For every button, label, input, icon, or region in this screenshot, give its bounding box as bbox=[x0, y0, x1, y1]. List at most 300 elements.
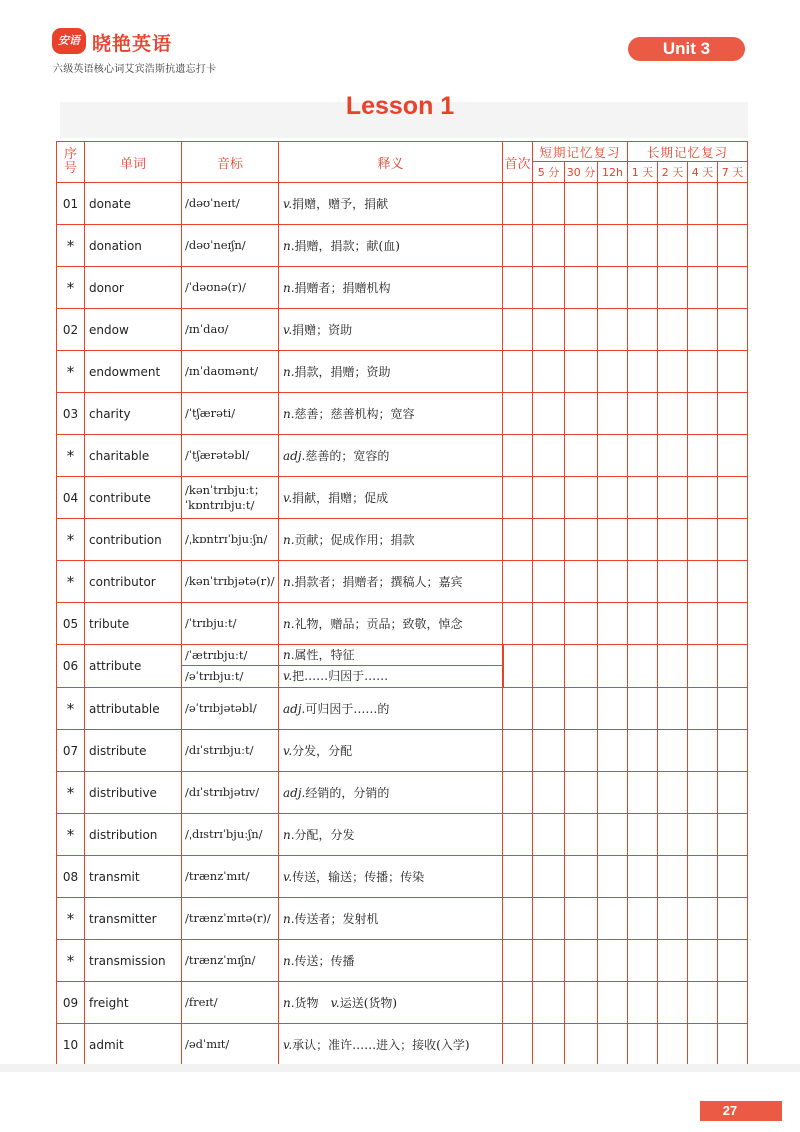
check-4day bbox=[688, 688, 718, 730]
check-7day bbox=[718, 603, 748, 645]
check-4day bbox=[688, 603, 718, 645]
meaning-cell bbox=[279, 730, 503, 772]
check-2day bbox=[658, 309, 688, 351]
check-5min bbox=[533, 1024, 565, 1066]
header-12h: 12h bbox=[598, 162, 628, 183]
phonetic-text: /ədˈmɪt/ bbox=[185, 1037, 230, 1051]
check-2day bbox=[658, 814, 688, 856]
check-30min bbox=[565, 603, 598, 645]
phonetic-cell bbox=[182, 772, 279, 814]
check-12h bbox=[598, 982, 628, 1024]
check-2day bbox=[658, 688, 688, 730]
meaning-text: 属性，特征 bbox=[294, 648, 355, 662]
part-of-speech: n. bbox=[283, 912, 295, 926]
phonetic-noun: /ˈætrɪbjuːt/ bbox=[182, 645, 278, 666]
header-2day: 2 天 bbox=[658, 162, 688, 183]
meaning-cell bbox=[279, 393, 503, 435]
check-2day bbox=[658, 645, 688, 688]
check-7day bbox=[718, 351, 748, 393]
check-12h bbox=[598, 898, 628, 940]
word-cell: charitable bbox=[85, 435, 182, 477]
check-4day bbox=[688, 519, 718, 561]
table-row bbox=[57, 393, 748, 435]
phonetic-text: /dəʊˈneɪt/ bbox=[185, 196, 240, 210]
row-number: 01 bbox=[57, 183, 85, 225]
check-1day bbox=[628, 393, 658, 435]
meaning-text: 慈善的；宽容的 bbox=[305, 449, 390, 463]
phonetic-cell bbox=[182, 982, 279, 1024]
check-30min bbox=[565, 940, 598, 982]
phonetic-text: /dɪˈstrɪbjuːt/ bbox=[185, 743, 254, 757]
meaning-cell bbox=[279, 814, 503, 856]
phonetic-cell bbox=[182, 309, 279, 351]
meaning-cell bbox=[279, 688, 503, 730]
check-first bbox=[503, 309, 533, 351]
phonetic-cell bbox=[182, 477, 279, 519]
row-number: 09 bbox=[57, 982, 85, 1024]
check-2day bbox=[658, 940, 688, 982]
table-row bbox=[57, 519, 748, 561]
phonetic-verb: /əˈtrɪbjuːt/ bbox=[185, 669, 244, 683]
check-2day bbox=[658, 1024, 688, 1066]
check-4day bbox=[688, 982, 718, 1024]
part-of-speech: n. bbox=[283, 828, 295, 842]
check-4day bbox=[688, 225, 718, 267]
check-4day bbox=[688, 267, 718, 309]
word-cell: freight bbox=[85, 982, 182, 1024]
check-7day bbox=[718, 730, 748, 772]
check-30min bbox=[565, 477, 598, 519]
check-5min bbox=[533, 435, 565, 477]
check-first bbox=[503, 477, 533, 519]
meaning-text: 捐赠；资助 bbox=[292, 323, 353, 337]
unit-badge bbox=[628, 37, 745, 61]
check-12h bbox=[598, 561, 628, 603]
check-12h bbox=[598, 688, 628, 730]
part-of-speech: n. bbox=[283, 365, 295, 379]
check-first bbox=[503, 603, 533, 645]
check-first bbox=[503, 519, 533, 561]
check-1day bbox=[628, 183, 658, 225]
check-2day bbox=[658, 603, 688, 645]
check-1day bbox=[628, 814, 658, 856]
table-row bbox=[57, 267, 748, 309]
check-5min bbox=[533, 772, 565, 814]
check-12h bbox=[598, 814, 628, 856]
header-short-term: 短期记忆复习 bbox=[533, 142, 628, 162]
phonetic-text: /ˈtʃærəti/ bbox=[185, 406, 236, 420]
check-2day bbox=[658, 435, 688, 477]
table-row bbox=[57, 814, 748, 856]
check-1day bbox=[628, 645, 658, 688]
check-first bbox=[503, 814, 533, 856]
check-12h bbox=[598, 267, 628, 309]
check-first bbox=[503, 225, 533, 267]
table-row bbox=[57, 982, 748, 1024]
word-cell: attributable bbox=[85, 688, 182, 730]
word-cell: distribution bbox=[85, 814, 182, 856]
word-cell: endow bbox=[85, 309, 182, 351]
check-7day bbox=[718, 477, 748, 519]
phonetic-cell bbox=[182, 940, 279, 982]
part-of-speech: n. bbox=[283, 575, 295, 589]
check-12h bbox=[598, 856, 628, 898]
check-30min bbox=[565, 351, 598, 393]
vocabulary-rows bbox=[57, 183, 748, 1066]
check-4day bbox=[688, 898, 718, 940]
meaning-text: 把……归因于…… bbox=[292, 669, 389, 683]
check-first bbox=[503, 898, 533, 940]
check-4day bbox=[688, 309, 718, 351]
table-row bbox=[57, 225, 748, 267]
table-row bbox=[57, 940, 748, 982]
meaning-text: 分发，分配 bbox=[292, 744, 353, 758]
check-5min bbox=[533, 898, 565, 940]
word-cell: tribute bbox=[85, 603, 182, 645]
meaning-text: 传送，输送；传播；传染 bbox=[292, 870, 425, 884]
derivative-marker: * bbox=[57, 267, 85, 309]
meaning-text: 捐献，捐赠；促成 bbox=[292, 491, 389, 505]
check-5min bbox=[533, 730, 565, 772]
table-row bbox=[57, 898, 748, 940]
phonetic-cell bbox=[182, 603, 279, 645]
check-30min bbox=[565, 730, 598, 772]
check-30min bbox=[565, 183, 598, 225]
check-first bbox=[503, 856, 533, 898]
lesson-title: Lesson 1 bbox=[345, 92, 455, 120]
phonetic-cell bbox=[182, 730, 279, 772]
part-of-speech: n. bbox=[283, 407, 295, 421]
meaning-cell bbox=[279, 267, 503, 309]
meaning-cell bbox=[279, 225, 503, 267]
check-first bbox=[503, 435, 533, 477]
meaning-cell bbox=[279, 856, 503, 898]
table-row bbox=[57, 351, 748, 393]
derivative-marker: * bbox=[57, 351, 85, 393]
check-5min bbox=[533, 982, 565, 1024]
check-4day bbox=[688, 183, 718, 225]
part-of-speech: n. bbox=[283, 281, 295, 295]
check-5min bbox=[533, 688, 565, 730]
row-number: 05 bbox=[57, 603, 85, 645]
check-12h bbox=[598, 393, 628, 435]
meaning-text: 运送(货物) bbox=[339, 996, 398, 1010]
part-of-speech: v. bbox=[283, 323, 293, 337]
check-7day bbox=[718, 772, 748, 814]
table-row bbox=[57, 561, 748, 603]
meaning-text: 捐款，捐赠；资助 bbox=[294, 365, 391, 379]
row-number: 03 bbox=[57, 393, 85, 435]
header-seq-label: 序 号 bbox=[63, 147, 77, 176]
derivative-marker: * bbox=[57, 772, 85, 814]
word-cell: distributive bbox=[85, 772, 182, 814]
check-7day bbox=[718, 393, 748, 435]
check-4day bbox=[688, 856, 718, 898]
check-30min bbox=[565, 772, 598, 814]
check-2day bbox=[658, 982, 688, 1024]
check-5min bbox=[533, 309, 565, 351]
page-number-bar bbox=[700, 1101, 782, 1121]
part-of-speech: v. bbox=[283, 669, 293, 683]
word-cell: transmission bbox=[85, 940, 182, 982]
phonetic-text: /ɪnˈdaʊmənt/ bbox=[185, 364, 259, 378]
page-number: 27 bbox=[722, 1103, 738, 1118]
check-7day bbox=[718, 645, 748, 688]
check-1day bbox=[628, 603, 658, 645]
header-meaning: 释义 bbox=[279, 142, 503, 183]
check-2day bbox=[658, 183, 688, 225]
part-of-speech: n. bbox=[283, 533, 295, 547]
header-first: 首次 bbox=[503, 142, 533, 183]
check-2day bbox=[658, 393, 688, 435]
meaning-cell bbox=[279, 898, 503, 940]
phonetic-cell bbox=[182, 435, 279, 477]
header-7day: 7 天 bbox=[718, 162, 748, 183]
logo-badge-icon bbox=[52, 28, 86, 54]
word-cell: contribution bbox=[85, 519, 182, 561]
check-1day bbox=[628, 309, 658, 351]
phonetic-text: /kənˈtrɪbjətə(r)/ bbox=[185, 574, 275, 588]
check-2day bbox=[658, 225, 688, 267]
phonetic-text: /dəʊˈneɪʃn/ bbox=[185, 238, 246, 252]
check-4day bbox=[688, 772, 718, 814]
check-7day bbox=[718, 519, 748, 561]
meaning-cell bbox=[279, 309, 503, 351]
check-1day bbox=[628, 351, 658, 393]
check-12h bbox=[598, 1024, 628, 1066]
phonetic-cell bbox=[182, 645, 279, 688]
check-1day bbox=[628, 1024, 658, 1066]
check-4day bbox=[688, 393, 718, 435]
check-7day bbox=[718, 309, 748, 351]
publisher-logo bbox=[52, 28, 272, 76]
check-30min bbox=[565, 267, 598, 309]
part-of-speech: adj. bbox=[283, 786, 306, 800]
header-word: 单词 bbox=[85, 142, 182, 183]
table-row bbox=[57, 772, 748, 814]
check-7day bbox=[718, 898, 748, 940]
row-number: 10 bbox=[57, 1024, 85, 1066]
check-7day bbox=[718, 940, 748, 982]
check-first bbox=[503, 351, 533, 393]
phonetic-text: /ɪnˈdaʊ/ bbox=[185, 322, 229, 336]
check-4day bbox=[688, 730, 718, 772]
check-4day bbox=[688, 351, 718, 393]
part-of-speech: v. bbox=[283, 1038, 293, 1052]
check-1day bbox=[628, 688, 658, 730]
check-first bbox=[503, 267, 533, 309]
part-of-speech: v. bbox=[330, 996, 340, 1010]
derivative-marker: * bbox=[57, 225, 85, 267]
footer-band bbox=[0, 1064, 800, 1072]
check-12h bbox=[598, 940, 628, 982]
check-12h bbox=[598, 730, 628, 772]
check-30min bbox=[565, 688, 598, 730]
check-1day bbox=[628, 856, 658, 898]
meaning-text: 慈善；慈善机构；宽容 bbox=[294, 407, 415, 421]
check-1day bbox=[628, 982, 658, 1024]
phonetic-text: /ˌdɪstrɪˈbjuːʃn/ bbox=[185, 827, 263, 841]
phonetic-text: /ˈdəʊnə(r)/ bbox=[185, 280, 246, 294]
word-cell: contribute bbox=[85, 477, 182, 519]
word-cell: donor bbox=[85, 267, 182, 309]
derivative-marker: * bbox=[57, 519, 85, 561]
check-5min bbox=[533, 940, 565, 982]
check-12h bbox=[598, 183, 628, 225]
row-number: 07 bbox=[57, 730, 85, 772]
check-5min bbox=[533, 561, 565, 603]
vocabulary-table bbox=[56, 141, 748, 1066]
part-of-speech: adj. bbox=[283, 449, 306, 463]
row-number: 04 bbox=[57, 477, 85, 519]
phonetic-text: /trænzˈmɪtə(r)/ bbox=[185, 911, 271, 925]
part-of-speech: n. bbox=[283, 954, 295, 968]
brand-name: 晓艳英语 bbox=[92, 33, 173, 55]
phonetic-text: /ˈtrɪbjuːt/ bbox=[185, 616, 237, 630]
check-4day bbox=[688, 940, 718, 982]
meaning-text: 捐赠者；捐赠机构 bbox=[294, 281, 391, 295]
table-row bbox=[57, 688, 748, 730]
phonetic-cell bbox=[182, 267, 279, 309]
word-cell: admit bbox=[85, 1024, 182, 1066]
row-number: 02 bbox=[57, 309, 85, 351]
check-30min bbox=[565, 561, 598, 603]
header-5min: 5 分 bbox=[533, 162, 565, 183]
check-30min bbox=[565, 856, 598, 898]
header-4day: 4 天 bbox=[688, 162, 718, 183]
check-first bbox=[503, 561, 533, 603]
meaning-cell bbox=[279, 351, 503, 393]
meaning-cell bbox=[279, 477, 503, 519]
meaning-spacer bbox=[319, 996, 331, 1010]
meaning-text: 捐款者；捐赠者；撰稿人；嘉宾 bbox=[294, 575, 463, 589]
check-7day bbox=[718, 856, 748, 898]
check-7day bbox=[718, 225, 748, 267]
check-5min bbox=[533, 267, 565, 309]
derivative-marker: * bbox=[57, 561, 85, 603]
meaning-cell bbox=[279, 982, 503, 1024]
check-30min bbox=[565, 1024, 598, 1066]
part-of-speech: n. bbox=[283, 648, 295, 662]
check-first bbox=[503, 1024, 533, 1066]
word-cell: endowment bbox=[85, 351, 182, 393]
check-1day bbox=[628, 519, 658, 561]
phonetic-text: /freɪt/ bbox=[185, 995, 218, 1009]
word-cell: distribute bbox=[85, 730, 182, 772]
logo-badge-text: 安语 bbox=[58, 34, 80, 47]
table-row bbox=[57, 1024, 748, 1066]
book-subtitle: 六级英语核心词艾宾浩斯抗遗忘打卡 bbox=[53, 64, 217, 75]
meaning-text: 分配，分发 bbox=[294, 828, 355, 842]
derivative-marker: * bbox=[57, 898, 85, 940]
check-1day bbox=[628, 561, 658, 603]
meaning-cell bbox=[279, 435, 503, 477]
check-30min bbox=[565, 435, 598, 477]
check-12h bbox=[598, 435, 628, 477]
check-first bbox=[503, 940, 533, 982]
meaning-cell bbox=[279, 561, 503, 603]
meaning-text: 传送者；发射机 bbox=[294, 912, 379, 926]
meaning-cell bbox=[279, 519, 503, 561]
check-2day bbox=[658, 561, 688, 603]
word-cell: charity bbox=[85, 393, 182, 435]
check-30min bbox=[565, 645, 598, 688]
check-7day bbox=[718, 435, 748, 477]
check-1day bbox=[628, 898, 658, 940]
phonetic-alt-text: ˈkɒntrɪbjuːt/ bbox=[185, 497, 255, 512]
check-1day bbox=[628, 772, 658, 814]
part-of-speech: n. bbox=[283, 996, 295, 1010]
check-7day bbox=[718, 267, 748, 309]
meaning-cell bbox=[279, 1024, 503, 1066]
table-row bbox=[57, 645, 748, 688]
meaning-text: 捐赠，赠予，捐献 bbox=[292, 197, 389, 211]
meaning-text: 贡献；促成作用；捐款 bbox=[294, 533, 415, 547]
check-first bbox=[503, 645, 533, 688]
word-cell: attribute bbox=[85, 645, 182, 688]
phonetic-cell bbox=[182, 183, 279, 225]
part-of-speech: v. bbox=[283, 744, 293, 758]
meaning-text: 捐赠，捐款；献(血) bbox=[294, 239, 400, 253]
check-1day bbox=[628, 225, 658, 267]
check-4day bbox=[688, 645, 718, 688]
part-of-speech: v. bbox=[283, 491, 293, 505]
check-4day bbox=[688, 1024, 718, 1066]
check-12h bbox=[598, 645, 628, 688]
check-2day bbox=[658, 267, 688, 309]
header-long-term: 长期记忆复习 bbox=[628, 142, 748, 162]
phonetic-text: /dɪˈstrɪbjətɪv/ bbox=[185, 785, 260, 799]
check-1day bbox=[628, 435, 658, 477]
table-row bbox=[57, 603, 748, 645]
unit-label: Unit 3 bbox=[662, 39, 711, 58]
check-first bbox=[503, 183, 533, 225]
derivative-marker: * bbox=[57, 435, 85, 477]
check-5min bbox=[533, 393, 565, 435]
header-phonetic: 音标 bbox=[182, 142, 279, 183]
check-2day bbox=[658, 519, 688, 561]
meaning-cell bbox=[279, 645, 503, 688]
phonetic-cell bbox=[182, 1024, 279, 1066]
check-first bbox=[503, 688, 533, 730]
header-row bbox=[57, 142, 748, 162]
check-4day bbox=[688, 814, 718, 856]
word-cell: transmitter bbox=[85, 898, 182, 940]
part-of-speech: v. bbox=[283, 870, 293, 884]
check-7day bbox=[718, 814, 748, 856]
word-cell: donation bbox=[85, 225, 182, 267]
check-5min bbox=[533, 645, 565, 688]
check-first bbox=[503, 772, 533, 814]
check-2day bbox=[658, 477, 688, 519]
word-cell: donate bbox=[85, 183, 182, 225]
phonetic-cell bbox=[182, 688, 279, 730]
check-12h bbox=[598, 772, 628, 814]
check-5min bbox=[533, 603, 565, 645]
meaning-text: 礼物，赠品；贡品；致敬，悼念 bbox=[294, 617, 463, 631]
check-12h bbox=[598, 519, 628, 561]
check-first bbox=[503, 730, 533, 772]
part-of-speech: n. bbox=[283, 617, 295, 631]
table-row bbox=[57, 856, 748, 898]
word-cell: contributor bbox=[85, 561, 182, 603]
header-seq bbox=[57, 142, 85, 183]
phonetic-text: /kənˈtrɪbjuːt； bbox=[185, 482, 266, 497]
check-2day bbox=[658, 730, 688, 772]
meaning-verb bbox=[279, 666, 502, 687]
meaning-cell bbox=[279, 772, 503, 814]
meaning-text: 承认；准许……进入；接收(入学) bbox=[292, 1038, 470, 1052]
